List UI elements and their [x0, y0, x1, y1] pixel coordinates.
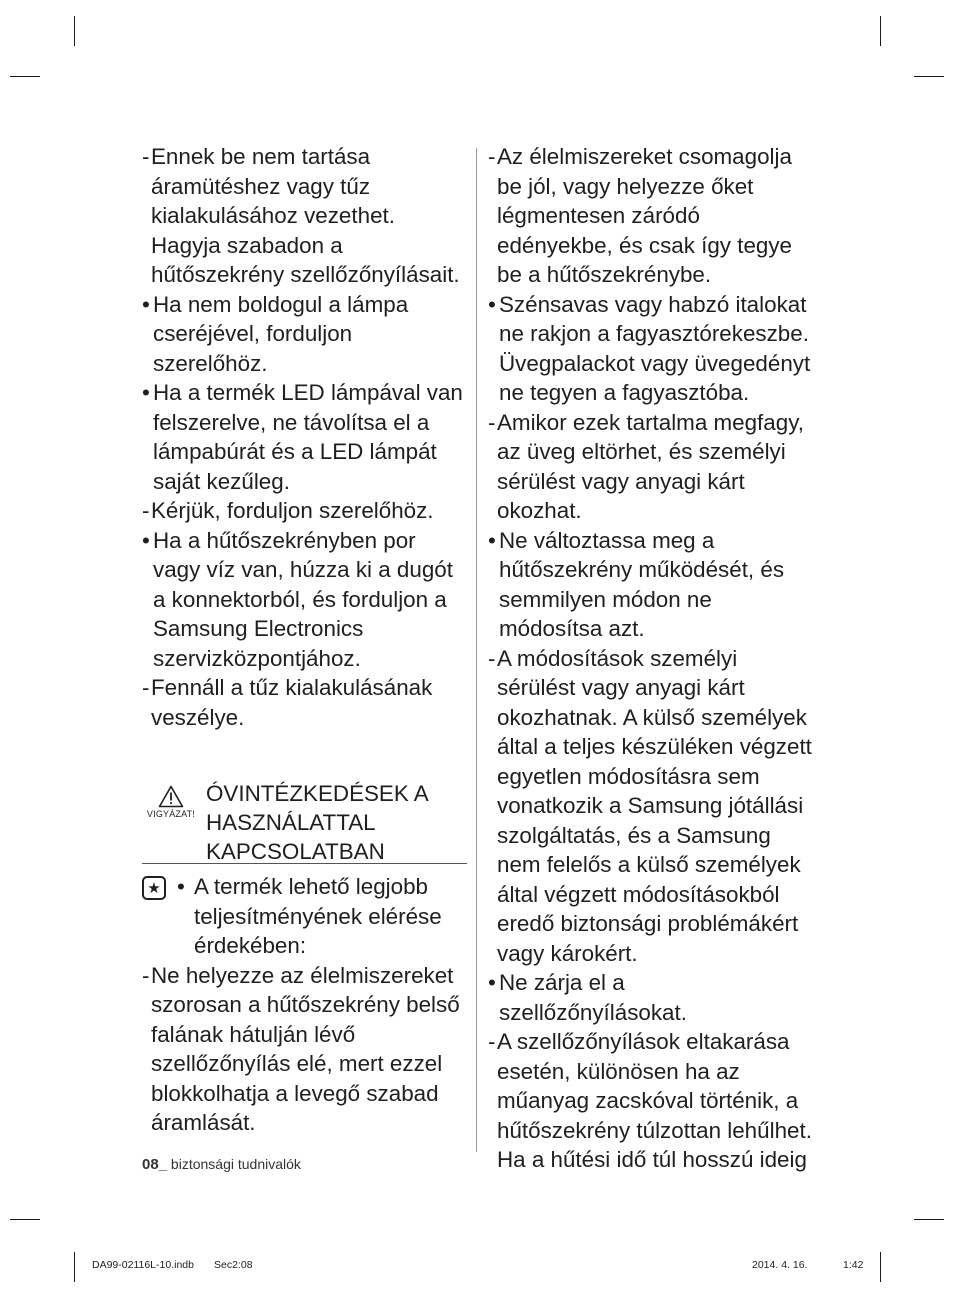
paragraph-text: Ha a termék LED lámpával van felszerelve, ne távolítsa el a lámpabúrát és a LED lámpát saját kezűleg. — [153, 380, 463, 494]
caution-label: VIGYÁZAT! — [146, 809, 196, 819]
right-column — [488, 142, 818, 1175]
left-column — [142, 142, 467, 1138]
left-paragraphs — [142, 142, 467, 732]
paragraph — [488, 142, 818, 290]
list-mark: - — [142, 675, 150, 700]
list-mark: • — [142, 380, 150, 405]
paragraph-text: Kérjük, forduljon szerelőhöz. — [151, 498, 434, 523]
paragraph — [142, 961, 467, 1138]
list-mark: - — [488, 1029, 496, 1054]
paragraph-text: Ha nem boldogul a lámpa cseréjével, forduljon szerelőhöz. — [153, 291, 409, 376]
crop-mark — [880, 16, 881, 46]
note-paragraph — [142, 872, 467, 961]
crop-mark — [10, 76, 40, 77]
caution-header — [142, 779, 467, 864]
list-mark: - — [488, 409, 496, 435]
crop-mark — [914, 76, 944, 77]
paragraph — [142, 378, 467, 496]
paragraph — [488, 290, 818, 408]
list-mark: • — [177, 874, 185, 899]
list-mark: - — [142, 962, 150, 988]
list-mark: • — [488, 527, 496, 553]
paragraph — [488, 644, 818, 969]
paragraph — [488, 408, 818, 526]
print-file: DA99-02116L-10.indb — [92, 1259, 194, 1271]
star-note-icon: ★ — [142, 876, 166, 900]
paragraph-text: Szénsavas vagy habzó italokat ne rakjon a fagyasztórekeszbe. Üvegpalackot vagy üvegedényt ne tegyen a fagyasztóba. — [499, 291, 811, 405]
crop-mark — [914, 1219, 944, 1220]
list-mark: • — [142, 291, 150, 317]
list-mark: - — [142, 144, 150, 169]
column-divider — [476, 148, 477, 1152]
list-mark: - — [488, 645, 496, 671]
paragraph-text: Ha a hűtőszekrényben por vagy víz van, húzza ki a dugót a konnektorból, és forduljon a Samsung Electronics szervizközpontjához. — [153, 527, 453, 671]
print-date: 2014. 4. 16. — [752, 1259, 808, 1271]
paragraph-text: Fennáll a tűz kialakulásának veszélye. — [151, 675, 433, 730]
paragraph-text: A termék lehető legjobb teljesítményének elérése érdekében: — [194, 874, 442, 958]
paragraph — [142, 673, 467, 732]
paragraph — [142, 526, 467, 674]
warning-triangle-icon — [142, 785, 200, 820]
list-mark: - — [488, 144, 496, 169]
paragraph-text: Ne helyezze az élelmiszereket szorosan a hűtőszekrény belső falának hátulján lévő szellőzőnyílás elé, mert ezzel blokkolhatja a levegő szabad áramlását. — [151, 962, 460, 1135]
paragraph — [488, 968, 818, 1027]
list-mark: • — [488, 291, 496, 317]
crop-mark — [74, 16, 75, 46]
paragraph-text: Az élelmiszereket csomagolja be jól, vagy helyezze őket légmentesen záródó edényekbe, és csak így tegye be a hűtőszekrénybe. — [497, 144, 792, 287]
paragraph — [142, 290, 467, 379]
paragraph — [142, 496, 467, 526]
paragraph — [488, 526, 818, 644]
paragraph — [177, 872, 467, 961]
caution-title: ÓVINTÉZKEDÉSEK A HASZNÁLATTAL KAPCSOLATBAN — [206, 781, 428, 864]
crop-mark — [880, 1252, 881, 1282]
paragraph-text: Ne zárja el a szellőzőnyílásokat. — [499, 970, 687, 1025]
crop-mark — [10, 1219, 40, 1220]
section-name: biztonsági tudnivalók — [170, 1156, 301, 1172]
paragraph-text: Ennek be nem tartása áramütéshez vagy tűz kialakulásához vezethet. Hagyja szabadon a hűtőszekrény szellőzőnyílásait. — [151, 144, 460, 287]
paragraph-text: A szellőzőnyílások eltakarása esetén, különösen ha az műanyag zacskóval történik, a hűtőszekrény túlzottan lehűlhet. Ha a hűtési idő túl hosszú ideig — [497, 1029, 812, 1172]
page-number: 08_ — [142, 1156, 168, 1173]
paragraph — [488, 1027, 818, 1175]
print-time: 1:42 — [843, 1259, 864, 1271]
list-mark: • — [142, 527, 150, 553]
paragraph-text: A módosítások személyi sérülést vagy anyagi kárt okozhatnak. A külső személyek által a teljes készüléken végzett egyetlen módosításra sem vonatkozik a Samsung jótállási szolgáltatás, és a Samsung nem felelős a külső személyek által végzett módosításokból eredő biztonsági problémákért vagy károkért. — [497, 645, 812, 966]
list-mark: • — [488, 970, 496, 995]
paragraph-text: Ne változtassa meg a hűtőszekrény működését, és semmilyen módon ne módosítsa azt. — [499, 527, 785, 641]
paragraph — [142, 142, 467, 290]
page-footer — [142, 1156, 301, 1173]
print-section: Sec2:08 — [214, 1259, 253, 1271]
paragraph-text: Amikor ezek tartalma megfagy, az üveg eltörhet, és személyi sérülést vagy anyagi kárt okozhat. — [497, 409, 804, 523]
crop-mark — [74, 1252, 75, 1282]
list-mark: - — [142, 498, 150, 523]
